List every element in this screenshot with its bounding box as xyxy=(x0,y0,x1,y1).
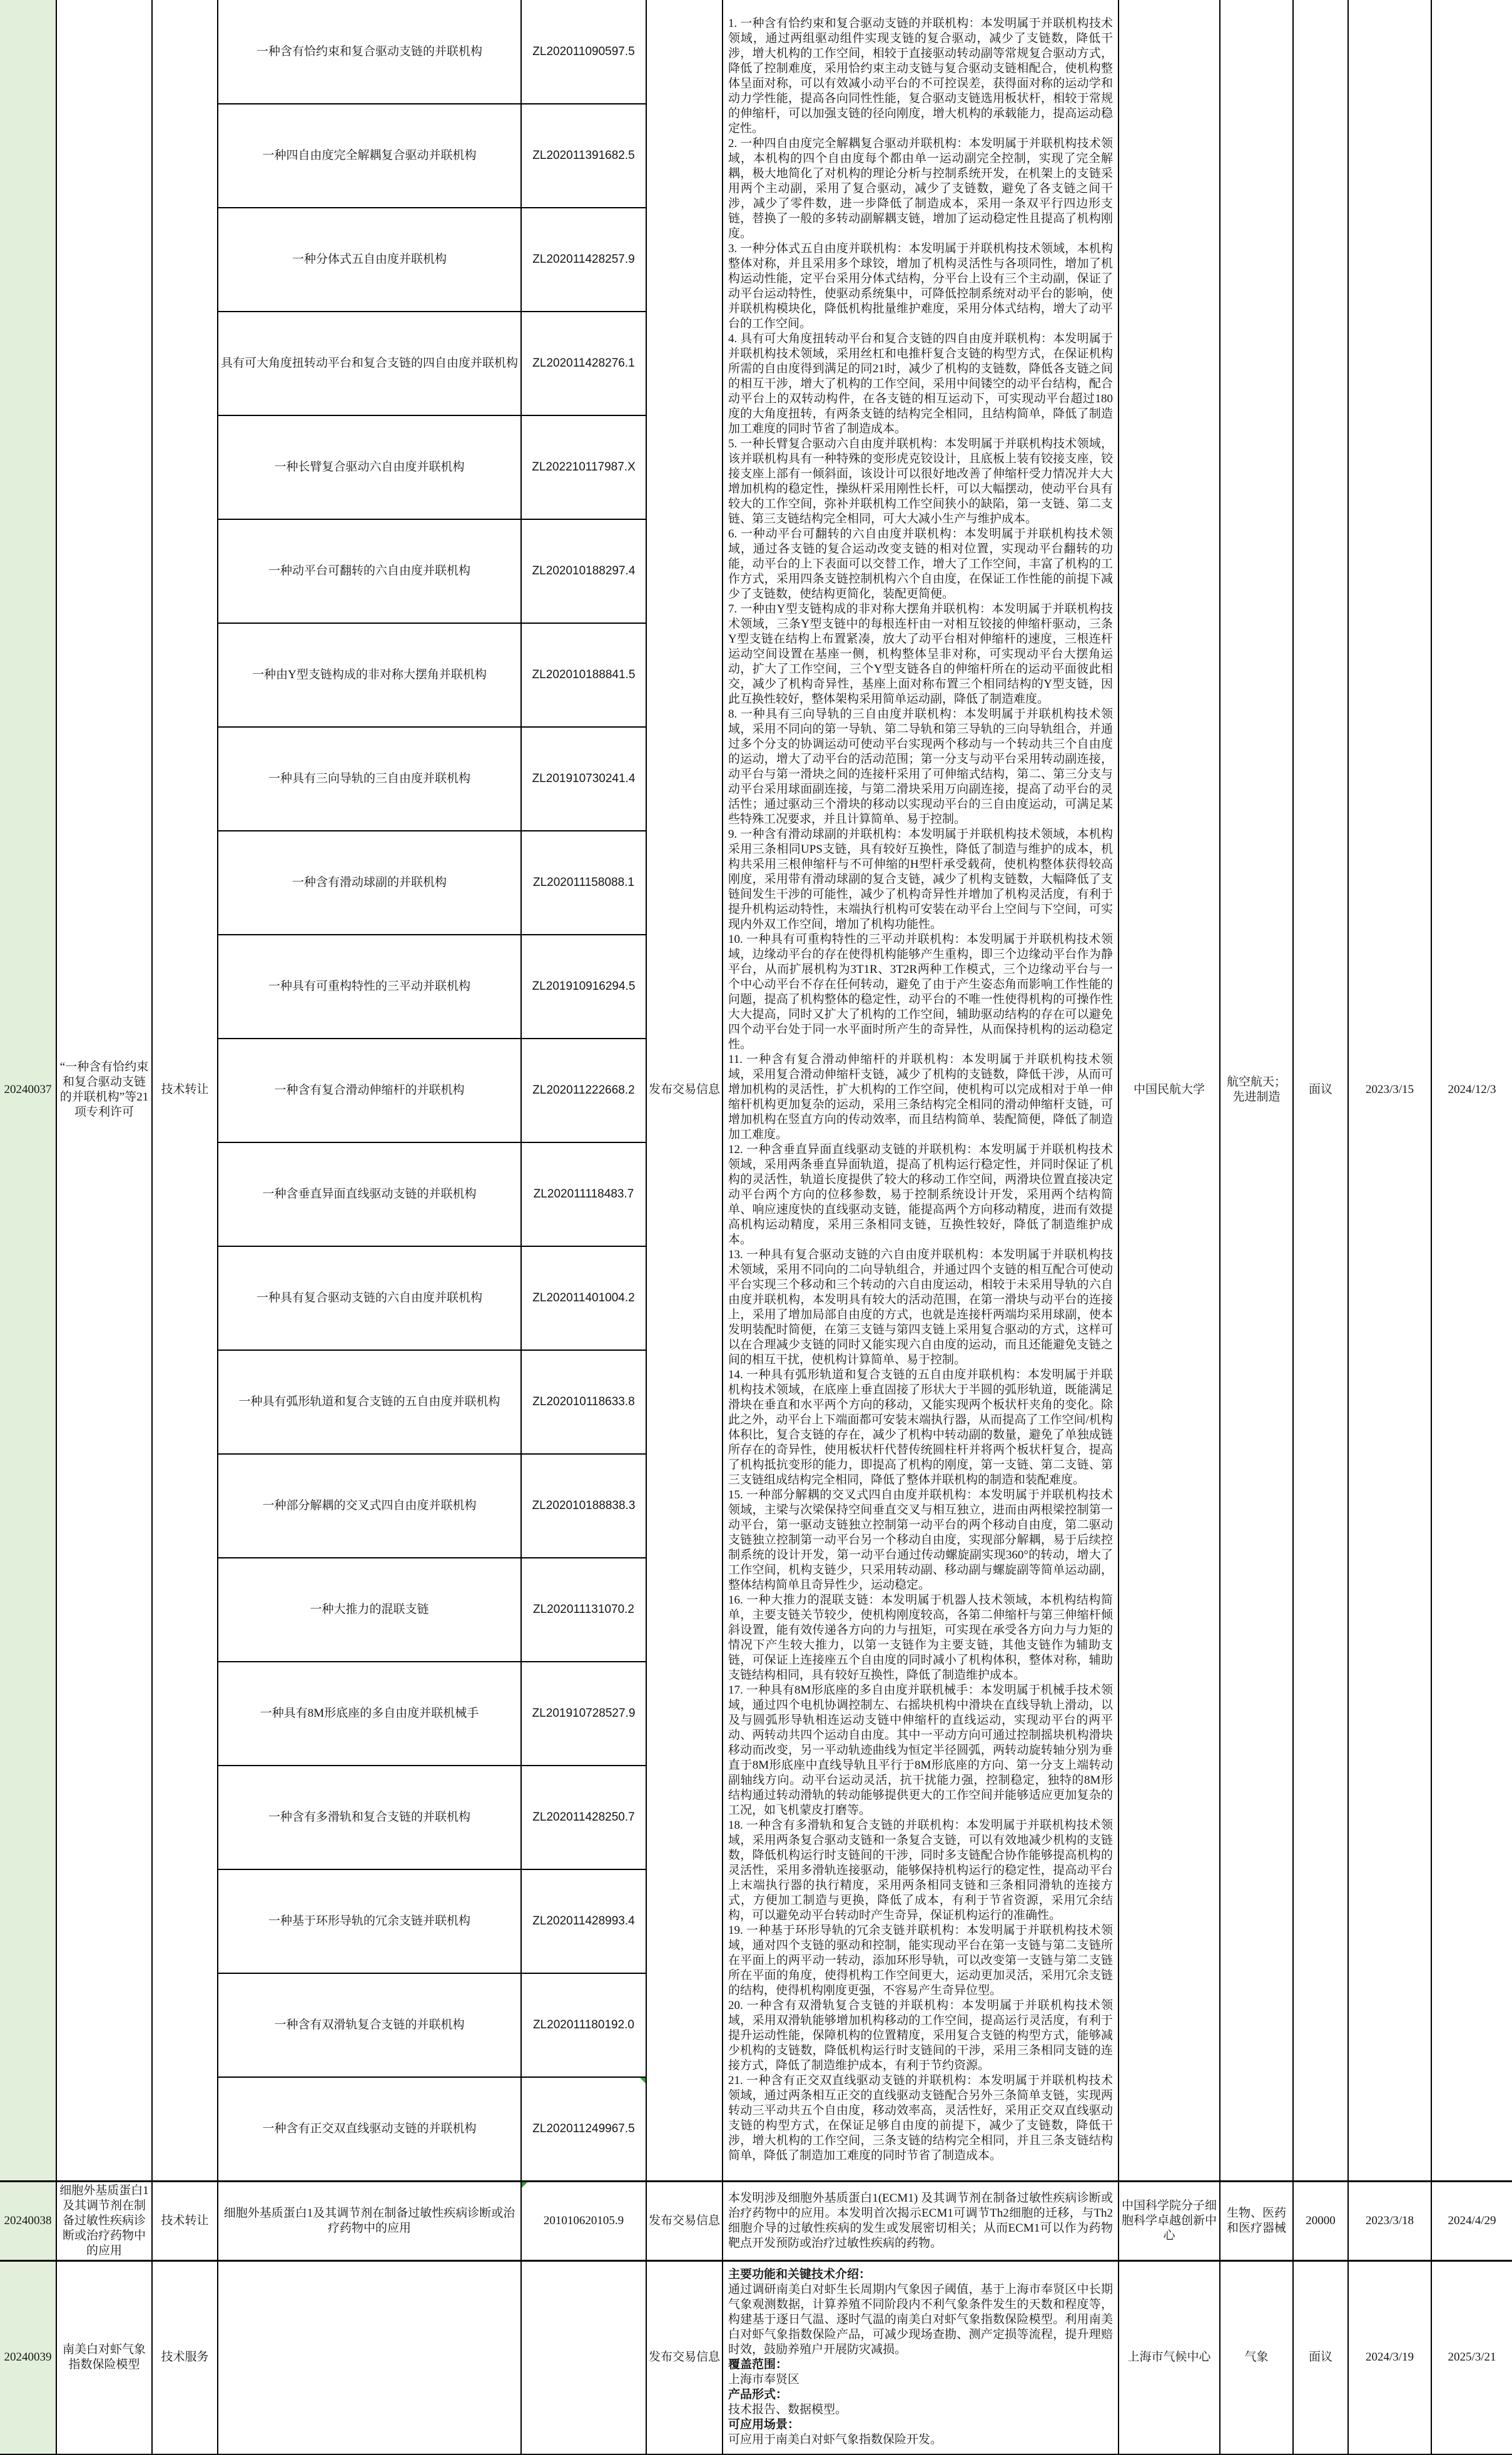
description-paragraph: 19. 一种基于环形导轨的冗余支链并联机构：本发明属于并联机构技术领域，通对四个支链的驱动和控制，能实现动平台在第一支链与第二支链所在平面上的两平动一转动，添加环形导轨，可以改变第一支链与第二支链所在平面的角度，使得机构工作空间更大，运动更加灵活，采用冗余支链的结构，使得机构刚度更强，不容易产生奇异位型。 xyxy=(728,1924,1113,1998)
cell-patent-name[interactable]: 一种分体式五自由度并联机构 xyxy=(218,208,521,312)
cell-patent-number[interactable]: ZL202010188838.3 xyxy=(521,1454,646,1558)
cell-patent-name[interactable]: 一种含有多滑轨和复合支链的并联机构 xyxy=(218,1766,521,1869)
cell-expire-date[interactable]: 2024/12/3 xyxy=(1431,0,1512,2181)
description-paragraph: 11. 一种含有复合滑动伸缩杆的并联机构：本发明属于并联机构技术领域，采用复合滑动伸缩杆支链，减少了机构的支链数，降低干涉，从而可增加机构的灵活性，扩大机构的工作空间，使机构可以完成相对于单一伸缩杆机构更加复杂的运动，采用三条结构完全相同的滑动伸缩杆支链，可增加机构在竖直方向的传动效率，而且结构简单、装配简便，降低了制造加工难度。 xyxy=(728,1053,1113,1142)
description-paragraph: 可应用于南美白对虾气象指数保险开发。 xyxy=(728,2433,943,2447)
cell-patent-name[interactable]: 一种四自由度完全解耦复合驱动并联机构 xyxy=(218,104,521,208)
description-paragraph: 5. 一种长臂复合驱动六自由度并联机构：本发明属于并联机构技术领域，该并联机构具有一种特殊的变形虎克铰设计，且底板上装有铰接支座，铰接支座上部有一倾斜面，该设计可以很好地改善了伸缩杆受力情况并大大增加机构的稳定性，操纵杆采用刚性长杆，可以大幅摆动，使动平台具有较大的工作空间，弥补并联机构工作空间狭小的缺陷，第一支链、第二支链、第三支链结构完全相同，可大大减小生产与维护成本。 xyxy=(728,437,1113,526)
cell-patent-name[interactable]: 一种含有恰约束和复合驱动支链的并联机构 xyxy=(218,0,521,104)
description-paragraph: 20. 一种含有双滑轨复合支链的并联机构：本发明属于并联机构技术领域，采用双滑轨能够增加机构移动的工作空间，提高运行灵活度，有利于提升运动性能，保障机构的位置精度，采用复合支链的构型方式，能够减少机构的支链数，降低机构运行时支链间的干涉，采用三条相同支链的连接方式，降低了制造维护成本，有利于节约资源。 xyxy=(728,1999,1113,2073)
description-paragraph: 18. 一种含有多滑轨和复合支链的并联机构：本发明属于并联机构技术领域，采用两条复合驱动支链和一条复合支链，可以有效地减少机构的支链数，降低机构运行时支链间的干涉，同时多支链配合协作能够提高机构的灵活性，采用多滑轨连接驱动，能够保持机构运行的稳定性，提高动平台上末端执行器的执行精度，采用两条相同支链和三条相同滑轨的连接方式，方便加工制造与更换，降低了成本，有利于节省资源，采用冗余结构，可以避免动平台转动时产生奇异，保证机构运行的准确性。 xyxy=(728,1819,1113,1923)
cell-patent-number[interactable]: ZL202011428257.9 xyxy=(521,208,646,312)
cell-patent-number[interactable]: ZL202011249967.5 xyxy=(521,2077,646,2181)
cell-price[interactable]: 20000 xyxy=(1293,2181,1348,2260)
cell-industry-field[interactable]: 航空航天；先进制造 xyxy=(1220,0,1293,2181)
cell-patent-name[interactable]: 一种含垂直异面直线驱动支链的并联机构 xyxy=(218,1142,521,1246)
cell-patent-number[interactable]: 201010620105.9 xyxy=(521,2181,646,2260)
description-paragraph: 17. 一种具有8M形底座的多自由度并联机械手：本发明属于机械手技术领域，通过四个电机协调控制左、右摇块机构中滑块在直线导轨上滑动，以及与圆弧形导轨相连运动支链中伸缩杆的直线运动，实现动平台的两平动、两转动共四个运动自由度。其中一平动方向可通过控制摇块机构滑块移动而改变，另一平动轨迹曲线为恒定半径圆弧，两转动旋转轴分别为垂直于8M形底座中直线导轨且平行于8M形底座的方向、第一分支上端转动副轴线方向。动平台运动灵活，抗干扰能力强，控制稳定，独特的8M形结构通过转动滑轨的转动能够提供更大的工作空间并能够适应更加复杂的工况，如飞机蒙皮打磨等。 xyxy=(728,1684,1113,1817)
cell-patent-number[interactable]: ZL202011222668.2 xyxy=(521,1039,646,1142)
cell-patent-number[interactable]: ZL202011131070.2 xyxy=(521,1558,646,1662)
description-paragraph: 12. 一种含垂直异面直线驱动支链的并联机构：本发明属于并联机构技术领域，采用两条垂直异面轨道，提高了机构运行稳定性，并同时保证了机构的灵活性，轨道长度提供了较大的移动工作空间，两滑块位置直接决定动平台两个方向的位移参数，易于控制系统设计开发，采用两个结构简单、响应速度快的直线驱动支链，能提高两个方向移动精度，进而有效提高机构运动精度，采用三条相同支链，互换性较好，降低了制造维护成本。 xyxy=(728,1143,1113,1247)
cell-patent-name[interactable]: 一种具有三向导轨的三自由度并联机构 xyxy=(218,727,521,831)
description-paragraph: 上海市奉贤区 xyxy=(728,2373,800,2387)
cell-patent-name[interactable]: 一种部分解耦的交叉式四自由度并联机构 xyxy=(218,1454,521,1558)
cell-publish-status[interactable]: 发布交易信息 xyxy=(646,0,723,2181)
cell-publish-status[interactable]: 发布交易信息 xyxy=(646,2181,723,2260)
description-paragraph: 21. 一种含有正交双直线驱动支链的并联机构：本发明属于并联机构技术领域，通过两条相互正交的直线驱动支链配合另外三条简单支链，实现两转动三平动共五个自由度，移动效率高，灵活性好，采用正交双直线驱动支链的构型方式，在保证足够自由度的前提下，减少了支链数，降低干涉，增大机构的工作空间，三条支链的结构完全相同，并且三条支链结构简单，降低了制造加工难度的同时节省了制造成本。 xyxy=(728,2074,1113,2163)
cell-patent-number[interactable]: ZL202011180192.0 xyxy=(521,1973,646,2077)
description-paragraph: 14. 一种具有弧形轨道和复合支链的五自由度并联机构：本发明属于并联机构技术领域，在底座上垂直固接了形状大于半圆的弧形轨道，既能满足滑块在垂直和水平两个方向的移动，又能实现两个板状杆夹角的变化。除此之外，动平台上下端面都可安装末端执行器，从而提高了工作空间/机构体积比，复合支链的存在，减少了机构中转动副的数量，避免了单独成链所存在的奇异性，使用板状杆代替传统圆柱杆并将两个板状杆复合，提高了机构抵抗变形的能力，即提高了机构的刚度，第一支链、第二支链、第三支链组成结构完全相同，降低了整体并联机构的制造和装配难度。 xyxy=(728,1368,1113,1487)
cell-flag-icon xyxy=(522,2182,527,2188)
cell-transfer-type[interactable]: 技术转让 xyxy=(152,2181,218,2260)
cell-entry-id[interactable]: 20240037 xyxy=(0,0,56,2181)
cell-expire-date[interactable]: 2024/4/29 xyxy=(1431,2181,1512,2260)
cell-patent-name[interactable]: 一种具有可重构特性的三平动并联机构 xyxy=(218,935,521,1039)
cell-entry-id[interactable]: 20240039 xyxy=(0,2260,56,2454)
cell-price[interactable]: 面议 xyxy=(1293,2260,1348,2454)
description-paragraph: 15. 一种部分解耦的交叉式四自由度并联机构：本发明属于并联机构技术领域，主梁与次梁保持空间垂直交叉与相互独立，进而由两根梁控制第一动平台，第一驱动支链独立控制第一动平台的两个移动自由度，第二驱动支链独立控制第一动平台另一个移动自由度，实现部分解耦，易于后续控制系统的设计开发，第一动平台通过传动螺旋副实现360°的转动，增大了工作空间，机构支链少，只采用转动副、移动副与螺旋副等简单运动副，整体结构简单且奇异性少，运动稳定。 xyxy=(728,1488,1113,1592)
cell-patent-name[interactable]: 一种具有弧形轨道和复合支链的五自由度并联机构 xyxy=(218,1350,521,1454)
description-paragraph: 本发明涉及细胞外基质蛋白1(ECM1) 及其调节剂在制备过敏性疾病诊断或治疗药物中的应用。本发明首次揭示ECM1可调节Th2细胞的迁移，与Th2细胞介导的过敏性疾病的发生或发展密切相关；从而ECM1可以作为药物靶点开发预防或治疗过敏性疾病的药物。 xyxy=(728,2191,1113,2250)
cell-project-name[interactable]: “一种含有恰约束和复合驱动支链的并联机构”等21项专利许可 xyxy=(56,0,152,2181)
cell-patent-number[interactable]: ZL201910730241.4 xyxy=(521,727,646,831)
cell-expire-date[interactable]: 2025/3/21 xyxy=(1431,2260,1512,2454)
description-paragraph: 4. 具有可大角度扭转动平台和复合支链的四自由度并联机构：本发明属于并联机构技术领域，采用丝杠和电推杆复合支链的构型方式，在保证机构所需的自由度得到满足的同21时，减少了机构的支链数，降低各支链之间的相互干涉，增大了机构的工作空间，采用中间镂空的动平台结构，配合动平台上的双转动构件，在各支链的相互运动下，可实现动平台超过180度的大角度扭转，有两条支链的结构完全相同，且结构简单，降低了制造加工难度的同时节省了制造成本。 xyxy=(728,332,1113,436)
description-paragraph: 可应用场景： xyxy=(728,2418,800,2432)
cell-entry-id[interactable]: 20240038 xyxy=(0,2181,56,2260)
cell-patent-number[interactable]: ZL202011158088.1 xyxy=(521,831,646,935)
cell-industry-field[interactable]: 气象 xyxy=(1220,2260,1293,2454)
description-paragraph: 2. 一种四自由度完全解耦复合驱动并联机构：本发明属于并联机构技术领域，本机构的四个自由度每个都由单一运动副完全控制，实现了完全解耦，极大地简化了对机构的理论分析与控制系统开发，在机架上的支链采用两个主动副，采用了复合驱动，减少了支链数，避免了各支链之间干涉，减少了零件数，进一步降低了制造成本，采用一条双平行四边形支链，替换了一般的多转动副解耦支链，增加了运动稳定性且提高了机构刚度。 xyxy=(728,137,1113,241)
description-paragraph: 16. 一种大推力的混联支链：本发明属于机器人技术领域，本机构结构简单，主要支链关节较少，使机构刚度较高，各第二伸缩杆与第三伸缩杆倾斜设置，能有效传递各方向的力与扭矩，可实现在承受各方向力与力矩的情况下产生较大推力，以第一支链作为主要支链，其他支链作为辅助支链，可保证上连接座五个自由度的同时减小了机构体积，整体对称，辅助支链结构相同，具有较好互换性，降低了制造维护成本。 xyxy=(728,1593,1113,1682)
cell-price[interactable]: 面议 xyxy=(1293,0,1348,2181)
cell-patent-name[interactable]: 一种含有复合滑动伸缩杆的并联机构 xyxy=(218,1039,521,1142)
cell-flag-icon xyxy=(640,2078,646,2083)
cell-patent-number[interactable]: ZL202011118483.7 xyxy=(521,1142,646,1246)
cell-patent-name[interactable]: 一种大推力的混联支链 xyxy=(218,1558,521,1662)
cell-patent-name[interactable]: 一种含有双滑轨复合支链的并联机构 xyxy=(218,1973,521,2077)
cell-organization[interactable]: 上海市气候中心 xyxy=(1119,2260,1220,2454)
description-paragraph: 9. 一种含有滑动球副的并联机构：本发明属于并联机构技术领域，本机构采用三条相同UPS支链，具有较好互换性，降低了制造与维护的成本，机构共采用三根伸缩杆与不可伸缩的H型杆承受载荷，使机构整体获得较高刚度，采用带有滑动球副的复合支链，减少了机构支链数，大幅降低了支链间发生干涉的可能性，减少了机构奇异性并增加了机构灵活度，有利于提升机构运动特性，末端执行机构可安装在动平台上空间与下空间，可实现内外双工作空间，增加了机构功能性。 xyxy=(728,828,1113,932)
cell-project-name[interactable]: 南美白对虾气象指数保险模型 xyxy=(56,2260,152,2454)
cell-organization[interactable]: 中国科学院分子细胞科学卓越创新中心 xyxy=(1119,2181,1220,2260)
cell-organization[interactable]: 中国民航大学 xyxy=(1119,0,1220,2181)
cell-patent-number[interactable]: ZL202011428250.7 xyxy=(521,1766,646,1869)
cell-publish-date[interactable]: 2023/3/15 xyxy=(1348,0,1431,2181)
cell-publish-date[interactable]: 2023/3/18 xyxy=(1348,2181,1431,2260)
cell-description[interactable] xyxy=(723,2260,1119,2454)
cell-patent-number[interactable]: ZL202210117987.X xyxy=(521,415,646,519)
description-paragraph: 主要功能和关键技术介绍： xyxy=(728,2268,871,2282)
description-paragraph: 1. 一种含有恰约束和复合驱动支链的并联机构：本发明属于并联机构技术领域，通过两组驱动组件实现支链的复合驱动，减少了支链数，降低干涉，增大机构的工作空间，相较于直接驱动转动副等常规复合驱动方式，降低了控制难度，采用恰约束主动支链与复合驱动支链相配合，使机构整体呈面对称，可以有效减小动平台的不可控误差，获得面对称的运动学和动力学性能，提高各向同性性能，复合驱动支链选用板状杆，相较于常规的伸缩杆，可以加强支链的径向刚度，增大机构的承载能力，提高运动稳定性。 xyxy=(728,17,1113,136)
cell-patent-number[interactable]: ZL202010118633.8 xyxy=(521,1350,646,1454)
cell-patent-number[interactable]: ZL201910728527.9 xyxy=(521,1662,646,1766)
cell-patent-name[interactable]: 一种基于环形导轨的冗余支链并联机构 xyxy=(218,1869,521,1973)
cell-publish-date[interactable]: 2024/3/19 xyxy=(1348,2260,1431,2454)
cell-project-name[interactable]: 细胞外基质蛋白1及其调节剂在制备过敏性疾病诊断或治疗药物中的应用 xyxy=(56,2181,152,2260)
cell-patent-name[interactable]: 一种由Y型支链构成的非对称大摆角并联机构 xyxy=(218,623,521,727)
description-paragraph: 7. 一种由Y型支链构成的非对称大摆角并联机构：本发明属于并联机构技术领域，三条Y型支链中的每根连杆由一对相互铰接的伸缩杆驱动，三条Y型支链在结构上布置紧凑，放大了动平台相对伸缩杆的速度，三根连杆运动空间设置在基座一侧，机构整体呈非对称，可实现动平台大摆角运动，扩大了工作空间，三个Y型支链各自的伸缩杆所在的运动平面彼此相交，减少了机构奇异性，基座上面对称布置三个相同结构的Y型支链，因此互换性较好，整体架构采用简单运动副，降低了制造难度。 xyxy=(728,602,1113,706)
cell-patent-name[interactable]: 一种含有滑动球副的并联机构 xyxy=(218,831,521,935)
cell-patent-name[interactable] xyxy=(218,2260,521,2454)
cell-patent-number[interactable]: ZL202011090597.5 xyxy=(521,0,646,104)
cell-patent-number[interactable]: ZL202011401004.2 xyxy=(521,1246,646,1350)
cell-transfer-type[interactable]: 技术转让 xyxy=(152,0,218,2181)
description-paragraph: 产品形式： xyxy=(728,2388,788,2402)
cell-patent-name[interactable]: 一种长臂复合驱动六自由度并联机构 xyxy=(218,415,521,519)
cell-industry-field[interactable]: 生物、医药和医疗器械 xyxy=(1220,2181,1293,2260)
description-paragraph: 技术报告、数据模型。 xyxy=(728,2403,848,2417)
cell-patent-name[interactable]: 一种具有8M形底座的多自由度并联机械手 xyxy=(218,1662,521,1766)
cell-patent-name[interactable]: 一种动平台可翻转的六自由度并联机构 xyxy=(218,519,521,623)
cell-description[interactable] xyxy=(723,0,1119,2181)
cell-patent-number[interactable]: ZL202010188841.5 xyxy=(521,623,646,727)
cell-patent-name[interactable]: 一种具有复合驱动支链的六自由度并联机构 xyxy=(218,1246,521,1350)
cell-description[interactable] xyxy=(723,2181,1119,2260)
cell-patent-number[interactable]: ZL202011428993.4 xyxy=(521,1869,646,1973)
description-paragraph: 6. 一种动平台可翻转的六自由度并联机构：本发明属于并联机构技术领域，通过各支链的复合运动改变支链的相对位置，实现动平台翻转的功能，动平台的上下表面可以交替工作，增大了工作空间，丰富了机构的工作方式，采用四条支链控制机构六个自由度，在保证工作性能的前提下减少了支链数，使结构更简化，装配更简便。 xyxy=(728,527,1113,601)
cell-patent-number[interactable]: ZL202010188297.4 xyxy=(521,519,646,623)
cell-patent-number[interactable]: ZL202011391682.5 xyxy=(521,104,646,208)
description-paragraph: 覆盖范围： xyxy=(728,2358,788,2372)
cell-patent-number[interactable]: ZL201910916294.5 xyxy=(521,935,646,1039)
cell-transfer-type[interactable]: 技术服务 xyxy=(152,2260,218,2454)
description-paragraph: 10. 一种具有可重构特性的三平动并联机构：本发明属于并联机构技术领域，边缘动平台的存在使得机构能够产生重构，即三个边缘动平台作为静平台，从而扩展机构为3T1R、3T2R两种工作模式，三个边缘动平台与一个中心动平台不存在任何转动，避免了由于产生姿态角而影响工作性能的问题，提高了机构整体的稳定性，动平台的不唯一性使得机构的可操作性大大提高，同时又扩大了机构的工作空间，辅助驱动结构的存在可以避免四个动平台处于同一水平面时所产生的奇异性，从而保持机构的运动稳定性。 xyxy=(728,933,1113,1052)
description-paragraph: 13. 一种具有复合驱动支链的六自由度并联机构：本发明属于并联机构技术领域，采用不同向的二向导轨组合，并通过四个支链的相互配合可使动平台实现三个移动和三个转动的六自由度运动，相较于未采用导轨的六自由度并联机构，本发明具有较大的活动范围，在第一滑块与动平台的连接上，采用了增加局部自由度的方式，也就是连接杆两端均采用球副，使本发明装配时简便，在第三支链与第四支链上采用复合驱动的方式，这样可以在合理减少支链的同时又能实现六自由度的运动，而且还能避免支链之间的相互干扰，使机构计算简单、易于控制。 xyxy=(728,1248,1113,1367)
cell-patent-name[interactable]: 细胞外基质蛋白1及其调节剂在制备过敏性疾病诊断或治疗药物中的应用 xyxy=(218,2181,521,2260)
description-paragraph: 8. 一种具有三向导轨的三自由度并联机构：本发明属于并联机构技术领域，采用不同向的第一导轨、第二导轨和第三导轨的三向导轨组合，并通过多个分支的协调运动可使动平台实现两个移动与一个转动共三个自由度的运动，增大了动平台的活动范围；第一分支与动平台采用转动副连接，动平台与第一滑块之间的连接杆采用了可伸缩式结构，第二、第三分支与动平台采用球面副连接，与第二滑块采用万向副连接，提高了动平台的灵活性；通过驱动三个滑块的移动以实现动平台的三自由度运动，可满足某些特殊工况要求，并且计算简单、易于控制。 xyxy=(728,708,1113,826)
cell-publish-status[interactable]: 发布交易信息 xyxy=(646,2260,723,2454)
description-paragraph: 通过调研南美白对虾生长周期内气象因子阈值，基于上海市奉贤区中长期气象观测数据，计算养殖不同阶段内不利气象条件发生的天数和程度等，构建基于逐日气温、逐时气温的南美白对虾气象指数保险模型。利用南美白对虾气象指数保险产品，可减少现场查勘、测产定损等流程，提升理赔时效，鼓励养殖户开展防灾减损。 xyxy=(728,2283,1113,2357)
cell-patent-number[interactable]: ZL202011428276.1 xyxy=(521,312,646,415)
cell-patent-name[interactable]: 具有可大角度扭转动平台和复合支链的四自由度并联机构 xyxy=(218,312,521,415)
cell-patent-name[interactable]: 一种含有正交双直线驱动支链的并联机构 xyxy=(218,2077,521,2181)
cell-patent-number[interactable] xyxy=(521,2260,646,2454)
description-paragraph: 3. 一种分体式五自由度并联机构：本发明属于并联机构技术领域，本机构整体对称，并且采用多个球铰，增加了机构灵活性与各项同性，增加了机构运动性能，定平台采用分体式结构，分平台上设有三个主动副，保证了动平台运动特性，使驱动系统集中，可降低控制系统对动平台的影响，使并联机构模块化，降低机构批量维护难度，采用分体式结构，增大了动平台的工作空间。 xyxy=(728,242,1113,331)
